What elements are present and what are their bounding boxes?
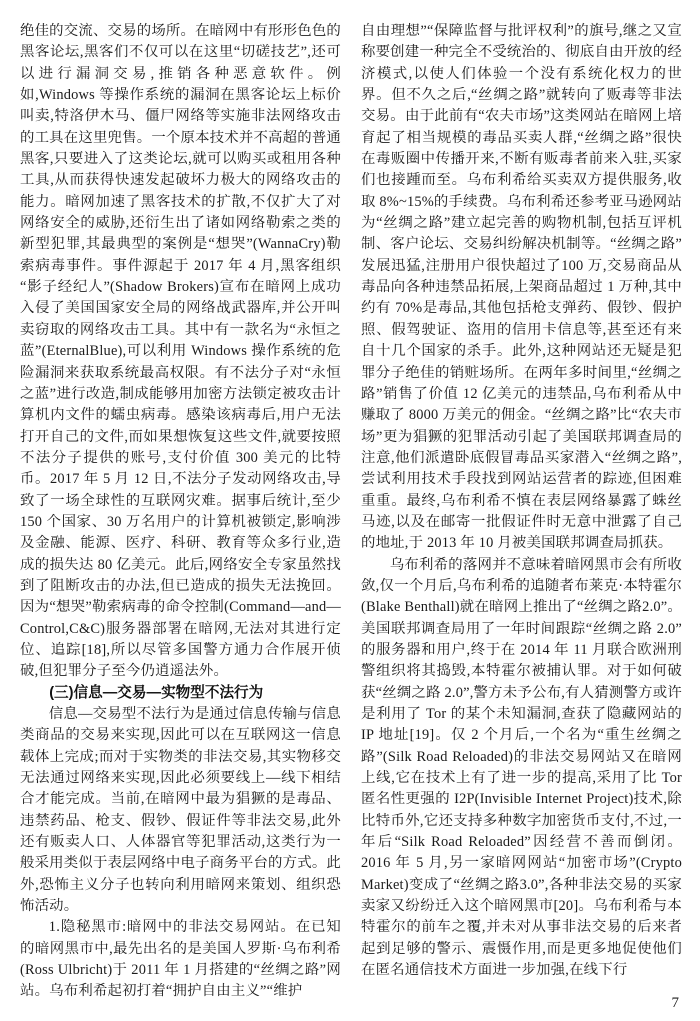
paragraph-silk-road-2-and-3: 乌布利希的落网并不意味着暗网黑市会有所收敛,仅一个月后,乌布利希的追随者布莱克·本特霍尔(Blake Benthall)就在暗网上推出了“丝绸之路2.0”。美国联邦调查局用了一年时间跟踪“丝绸之路 2.0”的服务器和用户,终于在 2014 年 11 月联合欧洲刑警组织将其捣毁,本特霍尔被捕认罪。对于如何破获“丝绸之路 2.0”,警方未予公布,有人猜测警方或许是利用了 Tor 的某个未知漏洞,查获了隐藏网站的 IP 地址[19]。仅 2 个月后,一个名为“重生丝绸之路”(Silk Road Reloaded)的非法交易网站又在暗网上线,它在技术上有了进一步的提高,采用了比 Tor 匿名性更强的 I2P(Invisible Internet Project)技术,除比特币外,它还支持多种数字加密货币支付,不过,一年后“Silk Road Reloaded”因经营不善而倒闭。2016 年 5 月,另一家暗网网站“加密市场”(Crypto Market)变成了“丝绸之路3.0”,各种非法交易的买家卖家又纷纷迁入这个暗网黑市[20]。乌布利希与本特霍尔的前车之覆,并未对从事非法交易的后来者起到足够的警示、震慑作用,而是更多地促使他们在匿名通信技术方面进一步加强,在线下行: [361, 556, 682, 979]
page-number: 7: [671, 995, 679, 1011]
left-column: [20, 21, 341, 1005]
paragraph-info-trade-type: 信息—交易型不法行为是通过信息传输与信息类商品的交易来实现,因此可以在互联网这一信息载体上完成;而对于实物类的非法交易,其实物移交无法通过网络来实现,因此必须要线上—线下相结合才能完成。当前,在暗网中最为猖獗的是毒品、违禁药品、枪支、假钞、假证件等非法交易,此外还有贩卖人口、人体器官等犯罪活动,这类行为一般采用类似于表层网络中电子商务平台的方式。此外,恐怖主义分子也转向利用暗网来策划、组织恐怖活动。: [20, 706, 341, 915]
paragraph-continuation-silk-road: 自由理想”“保障监督与批评权利”的旗号,继之又宣称要创建一种完全不受统治的、彻底自由开放的经济模式,以使人们体验一个没有系统化权力的世界。但不久之后,“丝绸之路”就转向了贩毒等非法交易。由于此前有“农夫市场”这类网站在暗网上培育起了相当规模的毒品买卖人群,“丝绸之路”很快在毒贩圈中传播开来,不断有贩毒者前来入驻,买家们也接踵而至。乌布利希给买卖双方提供服务,收取 8%~15%的手续费。乌布利希还参考亚马逊网站为“丝绸之路”建立起完善的购物机制,包括互评机制、客户论坛、交易纠纷解决机制等。“丝绸之路”发展迅猛,注册用户很快超过了100 万,交易商品从毒品向各种违禁品拓展,上架商品超过 1 万种,其中约有 70%是毒品,其他包括枪支弹药、假钞、假护照、假驾驶证、盗用的信用卡信息等,甚至还有来自十几个国家的杀手。此外,这种网站还无疑是犯罪分子绝佳的销赃场所。在两年多时间里,“丝绸之路”销售了价值 12 亿美元的违禁品,乌布利希从中赚取了 8000 万美元的佣金。“丝绸之路”比“农夫市场”更为猖獗的犯罪活动引起了美国联邦调查局的注意,他们派遣卧底假冒毒品买家潜入“丝绸之路”,尝试利用技术手段找到网站运营者的踪迹,但困难重重。最终,乌布利希不慎在表层网络暴露了蛛丝马迹,以及在邮寄一批假证件时无意中泄露了自己的地址,于 2013 年 10 月被美国联邦调查局抓获。: [361, 23, 682, 552]
two-column-layout: [20, 21, 682, 1005]
paragraph-hidden-black-market: 1.隐秘黑市:暗网中的非法交易网站。在已知的暗网黑市中,最先出名的是美国人罗斯·乌布利希(Ross Ulbricht)于 2011 年 1 月搭建的“丝绸之路”网站。乌布利希起初打着“拥护自由主义”“维护: [20, 919, 341, 1000]
right-column: [361, 21, 682, 1005]
section-heading-info-trade-physical: (三)信息—交易—实物型不法行为: [49, 684, 264, 701]
paragraph-continuation-hacker-forums: 绝佳的交流、交易的场所。在暗网中有形形色色的黑客论坛,黑客们不仅可以在这里“切磋技艺”,还可以进行漏洞交易,推销各种恶意软件。例如,Windows 等操作系统的漏洞在黑客论坛上标价叫卖,特洛伊木马、僵尸网络等实施非法网络攻击的工具在这里兜售。一个原本技术并不高超的普通黑客,只要进入了这类论坛,就可以购买或租用各种工具,从而获得快速发起破坏力极大的网络攻击的能力。暗网加速了黑客技术的扩散,不仅扩大了对网络安全的威胁,还衍生出了诸如网络勒索之类的新型犯罪,其最典型的案例是“想哭”(WannaCry)勒索病毒事件。事件源起于 2017 年 4 月,黑客组织“影子经纪人”(Shadow Brokers)宣布在暗网上成功入侵了美国国家安全局的网络战武器库,并公开叫卖窃取的网络攻击工具。其中有一款名为“永恒之蓝”(EternalBlue),可以利用 Windows 操作系统的危险漏洞来获取系统最高权限。有不法分子对“永恒之蓝”进行改造,制成能够用加密方法锁定被攻击计算机内文件的蠕虫病毒。感染该病毒后,用户无法打开自己的文件,而如果想恢复这些文件,就要按照不法分子提供的账号,支付价值 300 美元的比特币。2017 年 5 月 12 日,不法分子发动网络攻击,导致了一场全球性的互联网灾难。据事后统计,至少 150 个国家、30 万名用户的计算机被锁定,影响涉及金融、能源、医疗、科研、教育等众多行业,造成的损失达 80 亿美元。此后,网络安全专家虽然找到了阻断攻击的办法,但已造成的损失无法挽回。因为“想哭”勒索病毒的命令控制(Command—and—Control,C&C)服务器部署在暗网,无法对其进行定位、追踪[18],所以尽管多国警方通力合作展开侦破,但犯罪分子至今仍逍遥法外。: [20, 23, 341, 680]
